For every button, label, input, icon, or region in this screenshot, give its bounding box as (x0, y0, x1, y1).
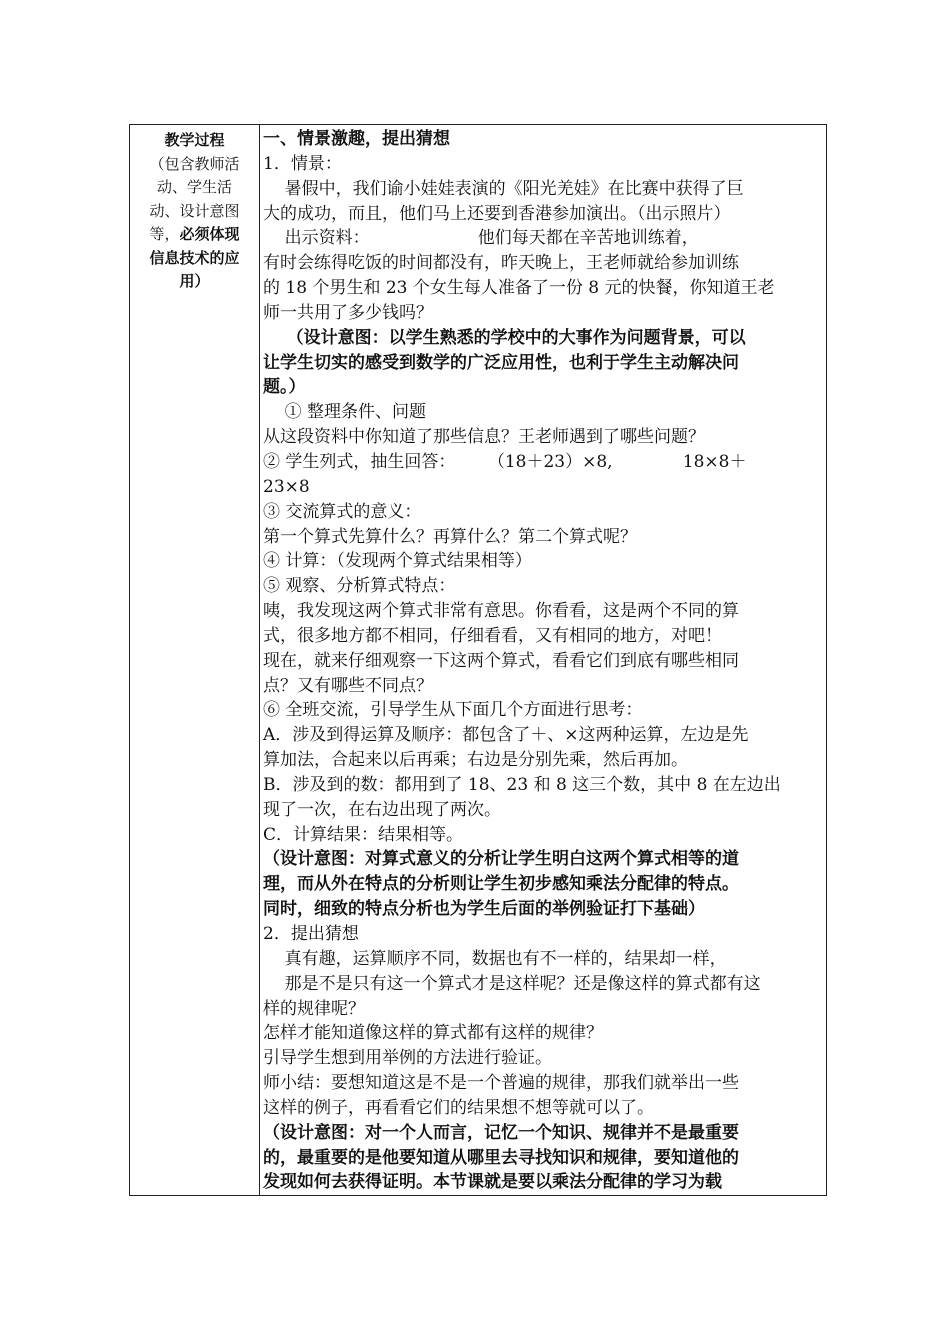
text-line: 出示资料： 他们每天都在辛苦地训练着， (263, 228, 699, 249)
design-intent-line: （设计意图：对算式意义的分析让学生明白这两个算式相等的道 (263, 849, 739, 870)
text-line: 师一共用了多少钱吗？ (263, 302, 433, 323)
text-line: 怎样才能知道像这样的算式都有这样的规律？ (263, 1023, 603, 1044)
text-line: 有时会练得吃饭的时间都没有，昨天晚上，王老师就给参加训练 (263, 253, 739, 274)
text-line: 的 18 个男生和 23 个女生每人准备了一份 8 元的快餐，你知道王老 (263, 278, 775, 299)
text-line: 23×8 (263, 476, 310, 497)
design-intent-line: 理，而从外在特点的分析则让学生初步感知乘法分配律的特点。 (263, 874, 739, 895)
column-divider (259, 125, 260, 1195)
text-line: 咦，我发现这两个算式非常有意思。你看看，这是两个不同的算 (263, 601, 739, 622)
text-line: 点？又有哪些不同点？ (263, 675, 433, 696)
text-line: 式，很多地方都不相同，仔细看看，又有相同的地方，对吧！ (263, 625, 722, 646)
text-line: 师小结：要想知道这是不是一个普遍的规律，那我们就举出一些 (263, 1073, 739, 1094)
design-intent-line: 同时，细致的特点分析也为学生后面的举例验证打下基础） (263, 899, 705, 920)
subsection-heading: 2．提出猜想 (263, 924, 359, 944)
text-line: ⑥ 全班交流，引导学生从下面几个方面进行思考： (263, 700, 643, 721)
row-header-line: 等，必须体现 (149, 225, 240, 243)
text-line: 真有趣，运算顺序不同，数据也有不一样的，结果却一样， (263, 948, 727, 969)
text-line: ① 整理条件、问题 (263, 402, 427, 423)
row-header-line: 信息技术的应 (149, 248, 240, 267)
text-line: ③ 交流算式的意义： (263, 501, 422, 522)
text-line: 现了一次，在右边出现了两次。 (263, 799, 501, 820)
row-header-title: 教学过程 (164, 131, 225, 149)
text-line: 样的规律呢？ (263, 998, 365, 1019)
text-line: 现在，就来仔细观察一下这两个算式，看看它们到底有哪些相同 (263, 650, 739, 671)
text-line: 大的成功，而且，他们马上还要到香港参加演出。（出示照片） (263, 203, 731, 224)
design-intent-line: 的，最重要的是他要知道从哪里去寻找知识和规律，要知道他的 (263, 1147, 739, 1168)
subsection-heading: 1．情景： (263, 153, 342, 174)
text-line: 第一个算式先算什么？再算什么？第二个算式呢？ (263, 526, 637, 547)
text-line: ② 学生列式，抽生回答： （18＋23）×8, 18×8＋ (263, 451, 747, 472)
row-header-line: 动、学生活 (156, 178, 232, 196)
text-line: 暑假中，我们谕小娃娃表演的《阳光羌娃》在比赛中获得了巨 (263, 178, 744, 199)
text-line: 算加法，合起来以后再乘；右边是分别先乘，然后再加。 (263, 750, 688, 771)
text-line: ⑤ 观察、分析算式特点： (263, 576, 456, 597)
design-intent-line: （设计意图：对一个人而言，记忆一个知识、规律并不是最重要 (263, 1122, 739, 1143)
row-header-line: 动、设计意图 (149, 201, 240, 220)
text-line: A．涉及到得运算及顺序：都包含了＋、×这两种运算，左边是先 (263, 725, 749, 746)
row-header-line: （包含教师活 (149, 154, 240, 173)
text-line: 从这段资料中你知道了那些信息？王老师遇到了哪些问题？ (263, 427, 705, 448)
text-line: ④ 计算：（发现两个算式结果相等） (263, 551, 532, 572)
design-intent-line: 题。） (263, 377, 306, 398)
text-line: 那是不是只有这一个算式才是这样呢？还是像这样的算式都有这 (263, 973, 761, 994)
text-line: 这样的例子，再看看它们的结果想不想等就可以了。 (263, 1097, 654, 1118)
text-line: 引导学生想到用举例的方法进行验证。 (263, 1048, 552, 1069)
design-intent-line: （设计意图：以学生熟悉的学校中的大事作为问题背景，可以 (263, 327, 746, 348)
design-intent-line: 让学生切实的感受到数学的广泛应用性，也利于学生主动解决问 (263, 352, 739, 373)
row-header-line: 用） (179, 272, 210, 290)
section-heading: 一、情景激趣，提出猜想 (263, 129, 450, 149)
row-header-cell (130, 129, 259, 294)
text-line: C．计算结果：结果相等。 (263, 824, 464, 845)
content-cell (263, 127, 818, 1195)
text-line: B．涉及到的数：都用到了 18、23 和 8 这三个数，其中 8 在左边出 (263, 774, 781, 795)
design-intent-line: 发现如何去获得证明。本节课就是要以乘法分配律的学习为载 (263, 1172, 722, 1193)
lesson-plan-table (129, 124, 827, 1196)
